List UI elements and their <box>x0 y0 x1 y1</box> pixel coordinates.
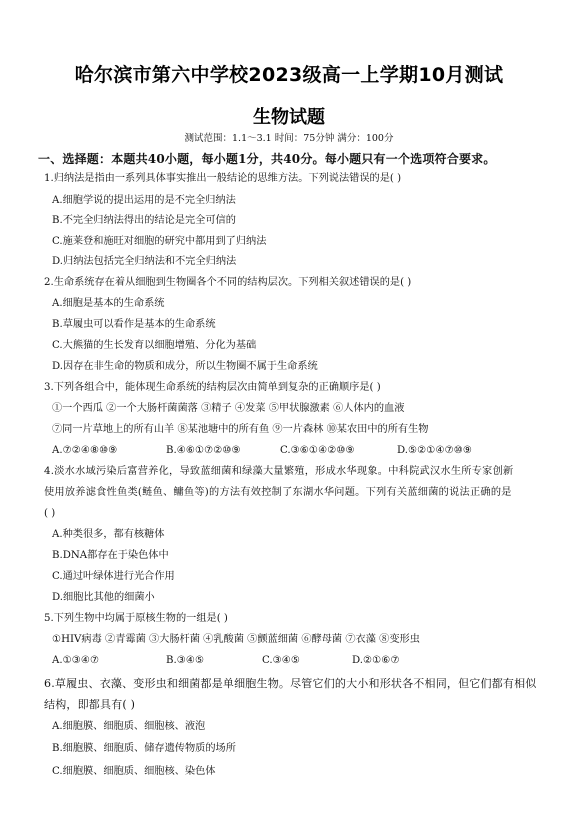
question-1-stem: 1.归纳法是指由一系列具体事实推出一般结论的思维方法。下列说法错误的是( ) <box>44 173 402 184</box>
question-4-option-c: C.通过叶绿体进行光合作用 <box>52 571 175 582</box>
question-3-items-line-1: ①一个西瓜 ②一个大肠杆菌菌落 ③精子 ④发菜 ⑤甲状腺激素 ⑥人体内的血液 <box>52 403 405 414</box>
question-6-option-c: C.细胞膜、细胞质、细胞核、染色体 <box>52 766 216 777</box>
question-4-option-b: B.DNA都存在于染色体中 <box>52 550 169 561</box>
exam-subtitle: 生物试题 <box>253 107 325 128</box>
question-5-option-a: A.①③④⑦ <box>52 655 100 666</box>
question-1-option-c: C.施莱登和施旺对细胞的研究中都用到了归纳法 <box>52 236 267 247</box>
question-1-option-d: D.归纳法包括完全归纳法和不完全归纳法 <box>52 256 237 267</box>
question-5-items: ①HIV病毒 ②青霉菌 ③大肠杆菌 ④乳酸菌 ⑤颤蓝细菌 ⑥酵母菌 ⑦衣藻 ⑧变形虫 <box>52 634 420 645</box>
question-1-option-b: B.不完全归纳法得出的结论是完全可信的 <box>52 215 236 226</box>
question-4-stem-line-3: ( ) <box>44 508 56 519</box>
exam-title: 哈尔滨市第六中学校2023级高一上学期10月测试 <box>74 64 504 86</box>
question-3-option-c: C.③⑥①④②⑩⑨ <box>280 445 355 456</box>
question-3-items-line-2: ⑦同一片草地上的所有山羊 ⑧某池塘中的所有鱼 ⑨一片森林 ⑩某农田中的所有生物 <box>52 424 429 435</box>
question-4-stem-line-2: 使用放养滤食性鱼类(鲢鱼、鳙鱼等)的方法有效控制了东湖水华问题。下列有关蓝细菌的说法正确的是 <box>44 487 512 498</box>
question-2-stem: 2.生命系统存在着从细胞到生物圈各个不同的结构层次。下列相关叙述错误的是( ) <box>44 277 412 288</box>
question-4-option-d: D.细胞比其他的细菌小 <box>52 592 155 603</box>
question-5-stem: 5.下列生物中均属于原核生物的一组是( ) <box>44 613 228 624</box>
exam-meta: 测试范围：1.1～3.1 时间：75分钟 满分：100分 <box>184 133 394 144</box>
question-3-option-b: B.④⑥①⑦②⑩⑨ <box>166 445 241 456</box>
question-2-option-c: C.大熊猫的生长发育以细胞增殖、分化为基础 <box>52 340 257 351</box>
question-5-option-c: C.③④⑤ <box>262 655 301 666</box>
question-6-stem-line-2: 结构，即都具有( ) <box>44 698 136 711</box>
question-5-option-b: B.③④⑤ <box>166 655 205 666</box>
question-3-option-d: D.⑤②①④⑦⑩⑨ <box>397 445 472 456</box>
question-2-option-b: B.草履虫可以看作是基本的生命系统 <box>52 319 216 330</box>
question-2-option-a: A.细胞是基本的生命系统 <box>52 298 165 309</box>
question-4-stem-line-1: 4.淡水水域污染后富营养化，导致蓝细菌和绿藻大量繁殖，形成水华现象。中科院武汉水生所专家创新 <box>44 466 514 477</box>
question-6-option-a: A.细胞膜、细胞质、细胞核、液泡 <box>52 721 206 732</box>
question-6-option-b: B.细胞膜、细胞质、储存遗传物质的场所 <box>52 743 236 754</box>
section-heading: 一、选择题：本题共40小题，每小题1分，共40分。每小题只有一个选项符合要求。 <box>38 152 496 166</box>
question-5-option-d: D.②①⑥⑦ <box>352 655 400 666</box>
question-3-stem: 3.下列各组合中，能体现生命系统的结构层次由简单到复杂的正确顺序是( ) <box>44 382 381 393</box>
question-1-option-a: A.细胞学说的提出运用的是不完全归纳法 <box>52 195 236 206</box>
question-6-stem-line-1: 6.草履虫、衣藻、变形虫和细菌都是单细胞生物。尽管它们的大小和形状各不相同，但它们都有相似 <box>44 677 537 690</box>
question-4-option-a: A.种类很多，都有核糖体 <box>52 529 165 540</box>
question-3-option-a: A.⑦②④⑧⑩⑨ <box>52 445 118 456</box>
question-2-option-d: D.因存在非生命的物质和成分，所以生物圈不属于生命系统 <box>52 361 318 372</box>
